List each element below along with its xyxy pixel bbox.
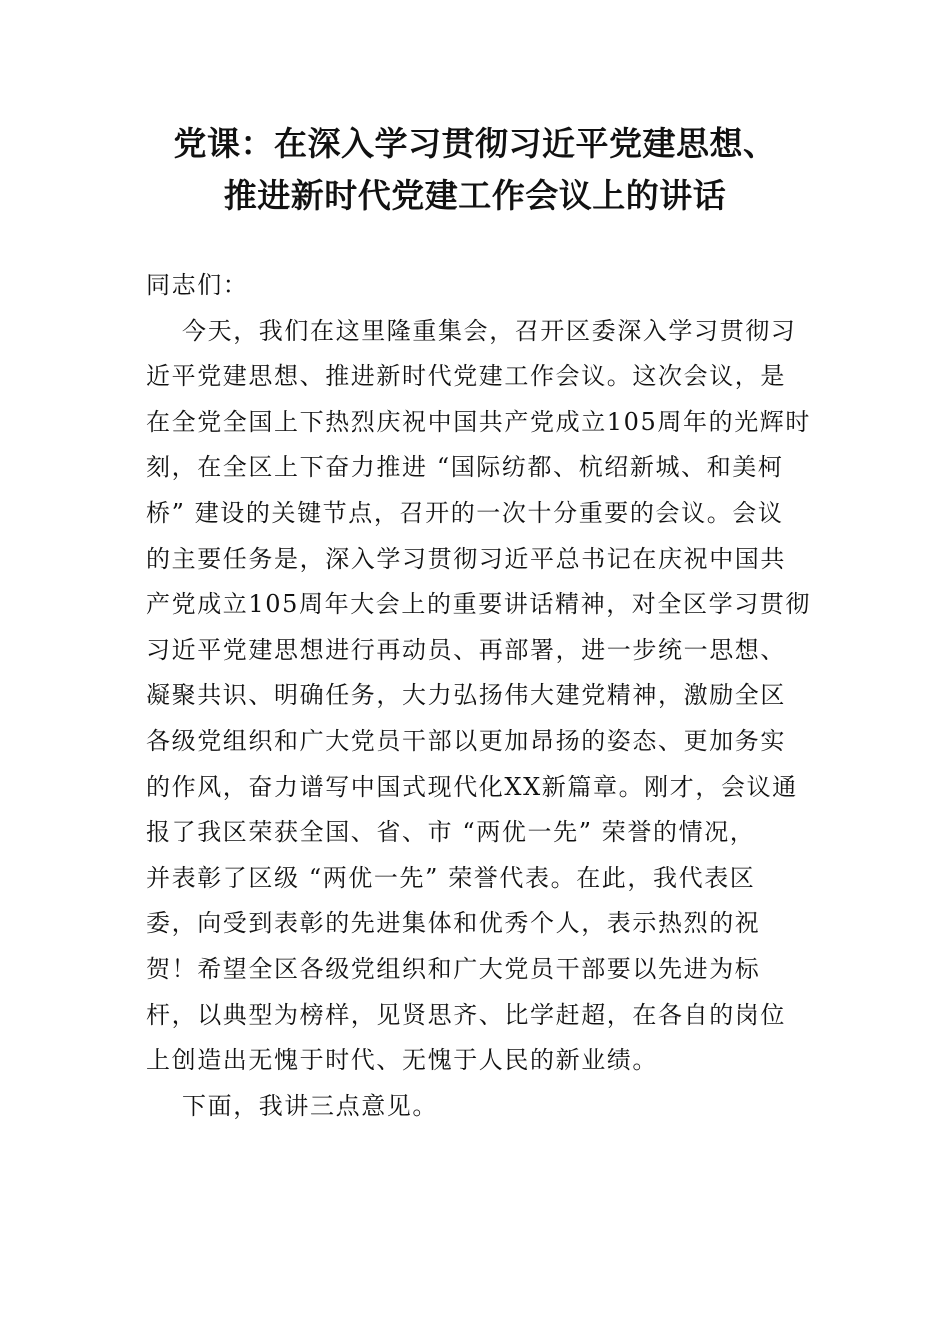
paragraph-1-line-14: 委，向受到表彰的先进集体和优秀个人，表示热烈的祝 xyxy=(146,909,761,938)
paragraph-2: 下面，我讲三点意见。 xyxy=(182,1091,438,1120)
paragraph-1-line-9: 凝聚共识、明确任务，大力弘扬伟大建党精神，激励全区 xyxy=(146,681,786,710)
paragraph-1 xyxy=(146,309,812,1084)
title-line-2: 推进新时代党建工作会议上的讲话 xyxy=(223,176,727,215)
paragraph-1-line-1: 今天，我们在这里隆重集会，召开区委深入学习贯彻习 xyxy=(182,316,797,345)
paragraph-1-line-3: 在全党全国上下热烈庆祝中国共产党成立105周年的光辉时 xyxy=(146,407,812,436)
document-body xyxy=(146,263,812,1129)
document-title xyxy=(120,118,830,222)
paragraph-1-line-13: 并表彰了区级 “两优一先” 荣誉代表。在此，我代表区 xyxy=(146,863,756,892)
paragraph-1-line-6: 的主要任务是，深入学习贯彻习近平总书记在庆祝中国共 xyxy=(146,544,786,573)
paragraph-1-line-15: 贺！希望全区各级党组织和广大党员干部要以先进为标 xyxy=(146,954,761,983)
title-line-1: 党课：在深入学习贯彻习近平党建思想、 xyxy=(173,124,777,163)
paragraph-1-line-7: 产党成立105周年大会上的重要讲话精神，对全区学习贯彻 xyxy=(146,590,812,619)
paragraph-1-line-12: 报了我区荣获全国、省、市 “两优一先” 荣誉的情况， xyxy=(146,818,756,847)
paragraph-1-line-5: 桥” 建设的关键节点，召开的一次十分重要的会议。会议 xyxy=(146,498,784,527)
paragraph-1-line-4: 刻，在全区上下奋力推进 “国际纺都、杭绍新城、和美柯 xyxy=(146,453,784,482)
paragraph-1-line-17: 上创造出无愧于时代、无愧于人民的新业绩。 xyxy=(146,1046,658,1075)
paragraph-1-line-2: 近平党建思想、推进新时代党建工作会议。这次会议，是 xyxy=(146,362,786,391)
paragraph-1-line-16: 杆，以典型为榜样，见贤思齐、比学赶超，在各自的岗位 xyxy=(146,1000,786,1029)
paragraph-1-line-8: 习近平党建思想进行再动员、再部署，进一步统一思想、 xyxy=(146,635,786,664)
salutation: 同志们： xyxy=(146,271,249,299)
paragraph-1-line-11: 的作风，奋力谱写中国式现代化XX新篇章。刚才，会议通 xyxy=(146,772,798,801)
paragraph-1-line-10: 各级党组织和广大党员干部以更加昂扬的姿态、更加务实 xyxy=(146,726,786,755)
